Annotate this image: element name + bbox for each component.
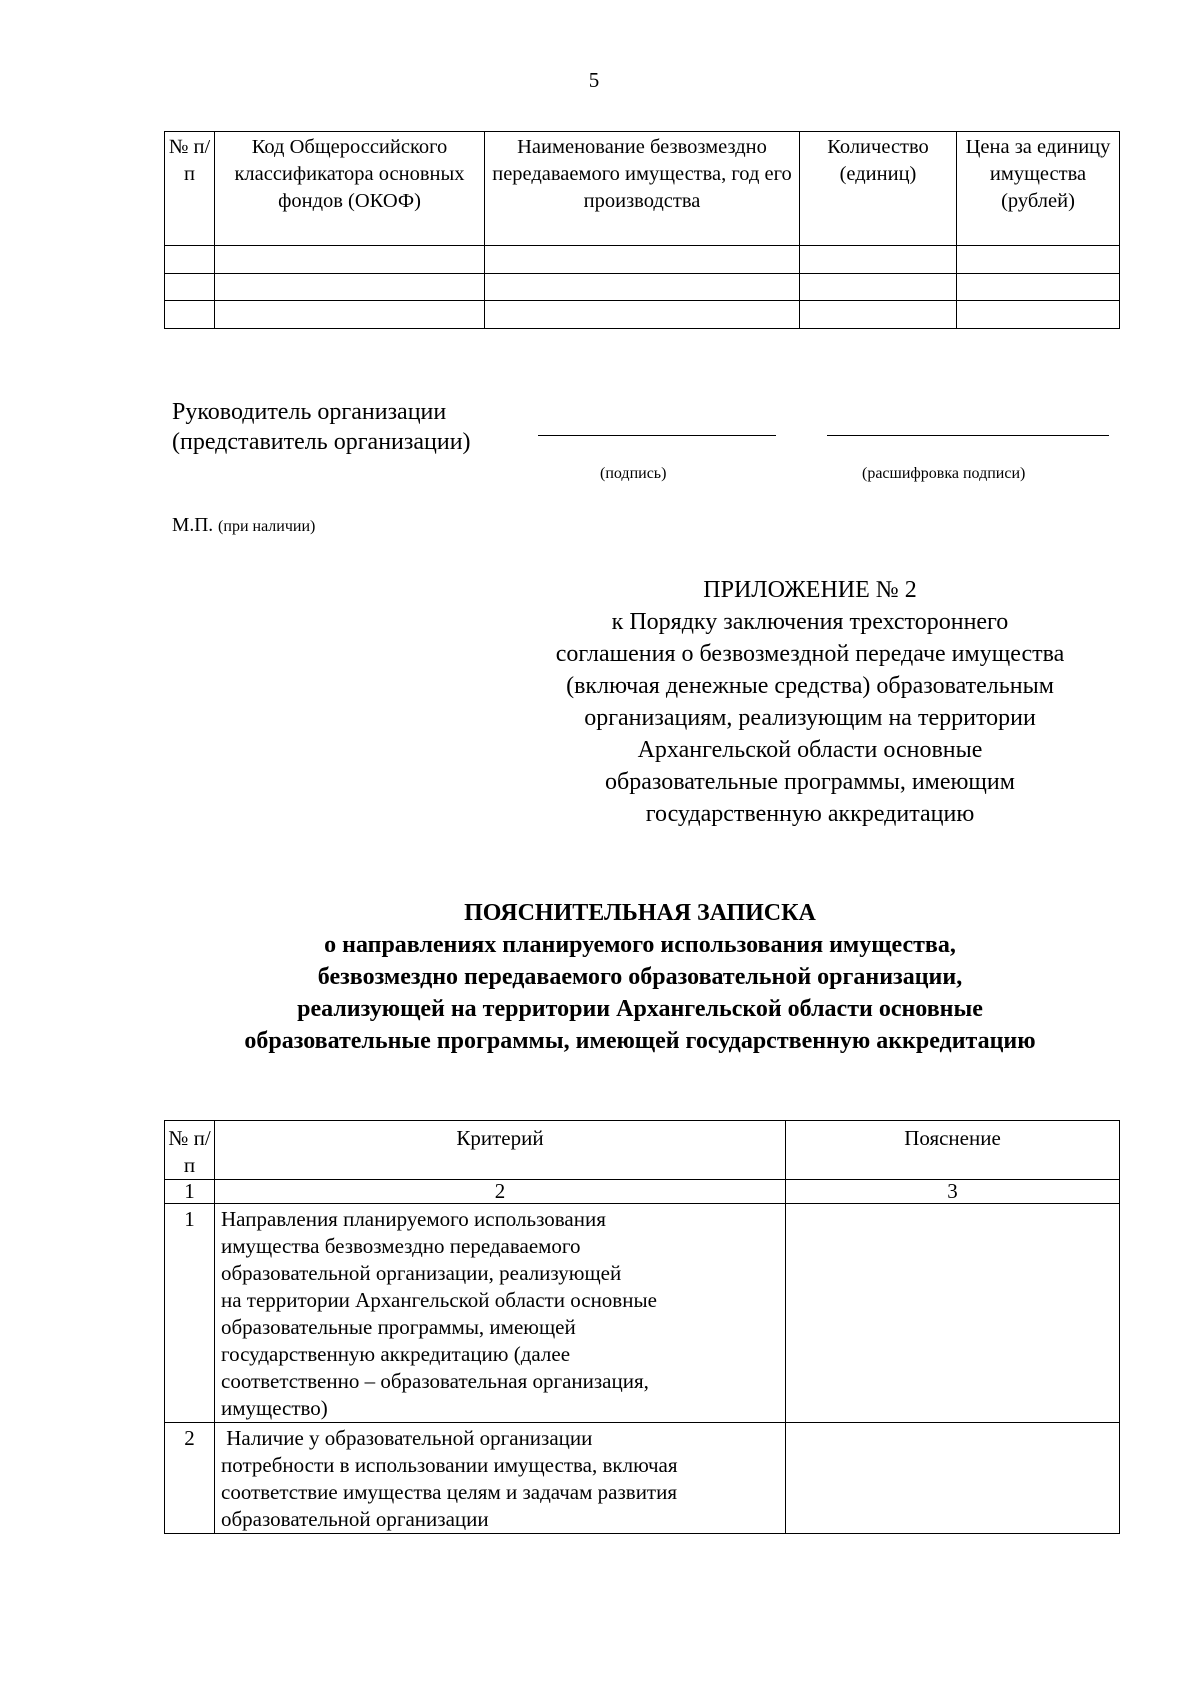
appendix-heading bbox=[480, 574, 1140, 830]
stamp-note: (при наличии) bbox=[218, 518, 316, 535]
appendix-line: к Порядку заключения трехстороннего bbox=[611, 609, 1009, 635]
stamp-label: М.П. bbox=[172, 515, 214, 536]
note-line: о направлениях планируемого использования имущества, bbox=[324, 932, 956, 958]
note-line: безвозмездно передаваемого образовательной организации, bbox=[317, 964, 963, 990]
header-cell-quantity: Количество (единиц) bbox=[800, 132, 957, 246]
signature-line bbox=[538, 435, 776, 436]
column-number: 3 bbox=[786, 1180, 1120, 1204]
appendix-title: ПРИЛОЖЕНИЕ № 2 bbox=[703, 577, 917, 603]
note-heading bbox=[160, 897, 1120, 1057]
table-row bbox=[165, 246, 1120, 274]
property-table bbox=[164, 131, 1120, 329]
appendix-line: Архангельской области основные bbox=[637, 737, 983, 763]
appendix-line: государственную аккредитацию bbox=[645, 801, 975, 827]
signature-decoding-caption: (расшифровка подписи) bbox=[862, 465, 1026, 482]
criterion-line: на территории Архангельской области основные bbox=[221, 1288, 657, 1312]
criterion-text bbox=[215, 1204, 786, 1423]
table-row bbox=[165, 1423, 1120, 1534]
criterion-line: Направления планируемого использования bbox=[221, 1207, 606, 1231]
table-row bbox=[165, 273, 1120, 301]
appendix-line: соглашения о безвозмездной передаче имущества bbox=[555, 641, 1065, 667]
appendix-line: организациям, реализующим на территории bbox=[584, 705, 1036, 731]
note-line: реализующей на территории Архангельской области основные bbox=[297, 996, 983, 1022]
header-cell-criterion: Критерий bbox=[215, 1121, 786, 1180]
criterion-line: соответственно – образовательная организация, bbox=[221, 1369, 649, 1393]
criterion-line: имущества безвозмездно передаваемого bbox=[221, 1234, 581, 1258]
header-cell-explanation: Пояснение bbox=[786, 1121, 1120, 1180]
note-title: ПОЯСНИТЕЛЬНАЯ ЗАПИСКА bbox=[464, 900, 816, 926]
header-cell-okof: Код Общероссийского классификатора основных фондов (ОКОФ) bbox=[215, 132, 485, 246]
header-cell-number: № п/п bbox=[165, 1121, 215, 1180]
column-number: 2 bbox=[215, 1180, 786, 1204]
criterion-line: потребности в использовании имущества, включая bbox=[221, 1453, 678, 1477]
appendix-line: (включая денежные средства) образовательным bbox=[566, 673, 1054, 699]
signature-title: Руководитель организации bbox=[172, 399, 447, 425]
signature-decoding-line bbox=[827, 435, 1109, 436]
row-number: 2 bbox=[165, 1423, 215, 1534]
header-cell-price: Цена за единицу имущества (рублей) bbox=[957, 132, 1120, 246]
row-number: 1 bbox=[165, 1204, 215, 1423]
criterion-line: Наличие у образовательной организации bbox=[221, 1426, 593, 1450]
table-row bbox=[165, 301, 1120, 329]
criterion-line: соответствие имущества целям и задачам развития bbox=[221, 1480, 678, 1504]
explanation-cell bbox=[786, 1204, 1120, 1423]
criteria-table bbox=[164, 1120, 1120, 1534]
property-table-header bbox=[165, 132, 1120, 246]
criterion-line: имущество) bbox=[221, 1396, 328, 1420]
criterion-line: образовательные программы, имеющей bbox=[221, 1315, 576, 1339]
page-number: 5 bbox=[588, 68, 600, 92]
criteria-table-header bbox=[165, 1121, 1120, 1180]
table-row bbox=[165, 1204, 1120, 1423]
appendix-line: образовательные программы, имеющим bbox=[605, 769, 1015, 795]
header-cell-name: Наименование безвозмездно передаваемого имущества, год его производства bbox=[485, 132, 800, 246]
criterion-line: образовательной организации, реализующей bbox=[221, 1261, 622, 1285]
explanation-cell bbox=[786, 1423, 1120, 1534]
note-line: образовательные программы, имеющей государственную аккредитацию bbox=[244, 1028, 1036, 1054]
stamp-place bbox=[172, 515, 315, 537]
criterion-text bbox=[215, 1423, 786, 1534]
criterion-line: государственную аккредитацию (далее bbox=[221, 1342, 571, 1366]
signature-subtitle: (представитель организации) bbox=[172, 429, 471, 455]
signature-block bbox=[172, 397, 471, 457]
header-cell-number: № п/п bbox=[165, 132, 215, 246]
column-numbers-row bbox=[165, 1180, 1120, 1204]
column-number: 1 bbox=[165, 1180, 215, 1204]
signature-caption: (подпись) bbox=[600, 465, 667, 482]
criterion-line: образовательной организации bbox=[221, 1507, 489, 1531]
